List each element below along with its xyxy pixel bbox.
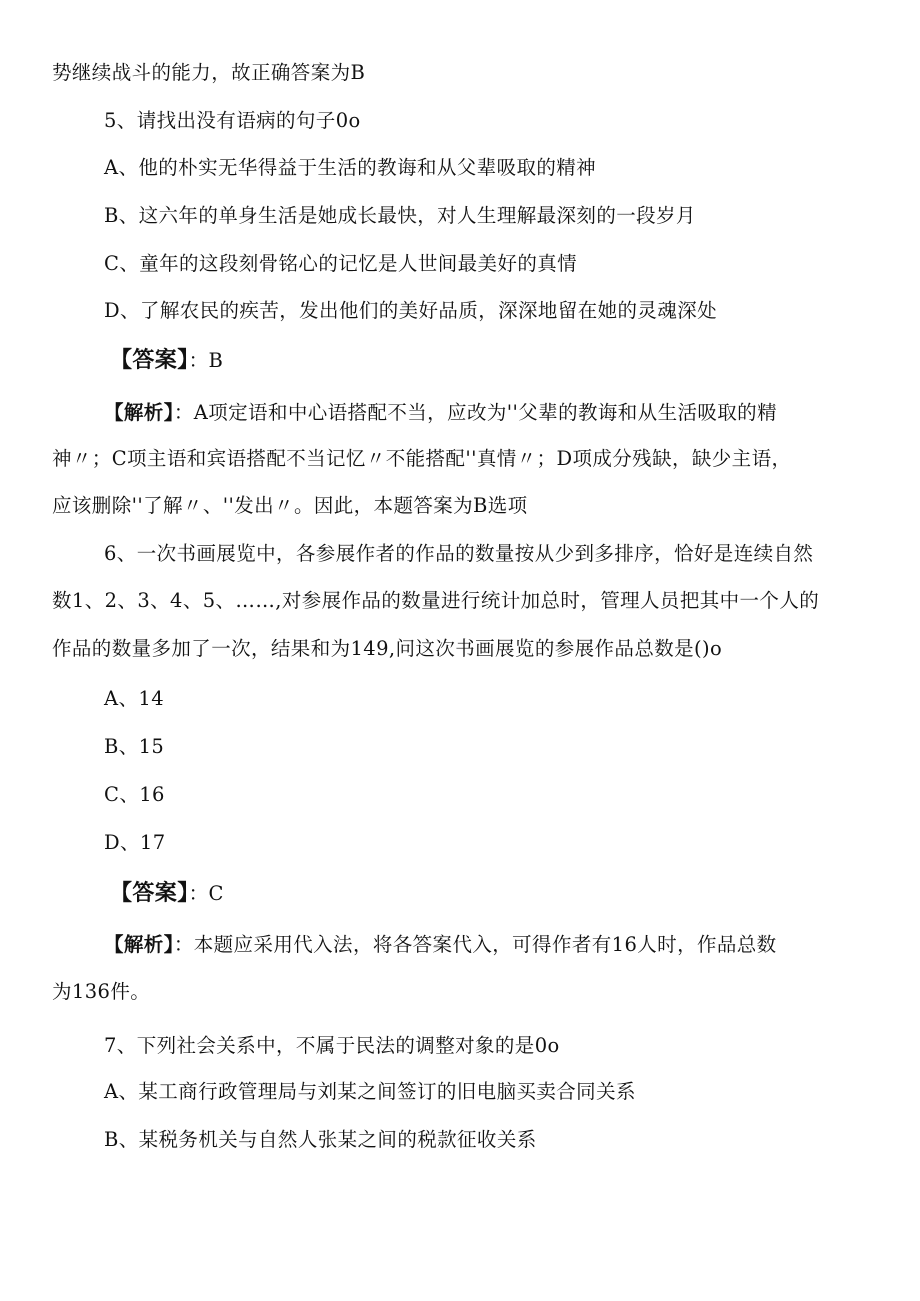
q6-stem-line-2: 数1、2、3、4、5、……,对参展作品的数量进行统计加总时，管理人员把其中一个人的 — [52, 589, 820, 612]
q5-stem: 5、请找出没有语病的句子0o — [104, 109, 361, 132]
previous-answer-conclusion: 势继续战斗的能力，故正确答案为B — [52, 61, 366, 84]
q7-option-b: B、某税务机关与自然人张某之间的税款征收关系 — [104, 1128, 537, 1151]
q5-analysis-line-2: 神〃；C项主语和宾语搭配不当记忆〃不能搭配''真情〃；D项成分残缺，缺少主语， — [52, 447, 792, 470]
q5-analysis-line-1 — [104, 400, 777, 426]
q7-option-a: A、某工商行政管理局与刘某之间签订的旧电脑买卖合同关系 — [104, 1080, 636, 1103]
q6-stem-line-3: 作品的数量多加了一次，结果和为149,问这次书画展览的参展作品总数是()o — [52, 637, 723, 660]
q6-analysis-label: 【解析】 — [104, 933, 174, 956]
q5-option-d: D、了解农民的疾苦，发出他们的美好品质，深深地留在她的灵魂深处 — [104, 299, 718, 322]
q5-option-c: C、童年的这段刻骨铭心的记忆是人世间最美好的真情 — [104, 252, 578, 275]
q5-answer-label: 【答案】 — [110, 348, 189, 373]
q5-analysis-line-3: 应该删除''了解〃、''发出〃。因此，本题答案为B选项 — [52, 494, 528, 517]
q5-analysis-label: 【解析】 — [104, 401, 174, 424]
q6-stem-line-1: 6、一次书画展览中，各参展作者的作品的数量按从少到多排序，恰好是连续自然 — [104, 542, 814, 565]
q5-option-a: A、他的朴实无华得益于生活的教诲和从父辈吸取的精神 — [104, 156, 597, 179]
q5-analysis-text-1: ：A项定语和中心语搭配不当，应改为''父辈的教诲和从生活吸取的精 — [173, 401, 777, 424]
q6-option-d: D、17 — [104, 831, 166, 854]
q6-option-a: A、14 — [104, 687, 164, 710]
q6-answer-label: 【答案】 — [110, 881, 189, 906]
q6-answer-value: ：C — [188, 882, 224, 905]
q6-option-b: B、15 — [104, 735, 165, 758]
q6-answer — [110, 881, 224, 907]
q6-option-c: C、16 — [104, 783, 165, 806]
q5-answer — [110, 348, 223, 374]
q5-option-b: B、这六年的单身生活是她成长最快，对人生理解最深刻的一段岁月 — [104, 204, 696, 227]
q6-analysis-line-2: 为136件。 — [52, 980, 151, 1003]
q7-stem: 7、下列社会关系中，不属于民法的调整对象的是0o — [104, 1034, 560, 1057]
q5-answer-value: ：B — [188, 349, 224, 372]
q6-analysis-text-1: ：本题应采用代入法，将各答案代入，可得作者有16人时，作品总数 — [173, 933, 777, 956]
q6-analysis-line-1 — [104, 932, 777, 958]
